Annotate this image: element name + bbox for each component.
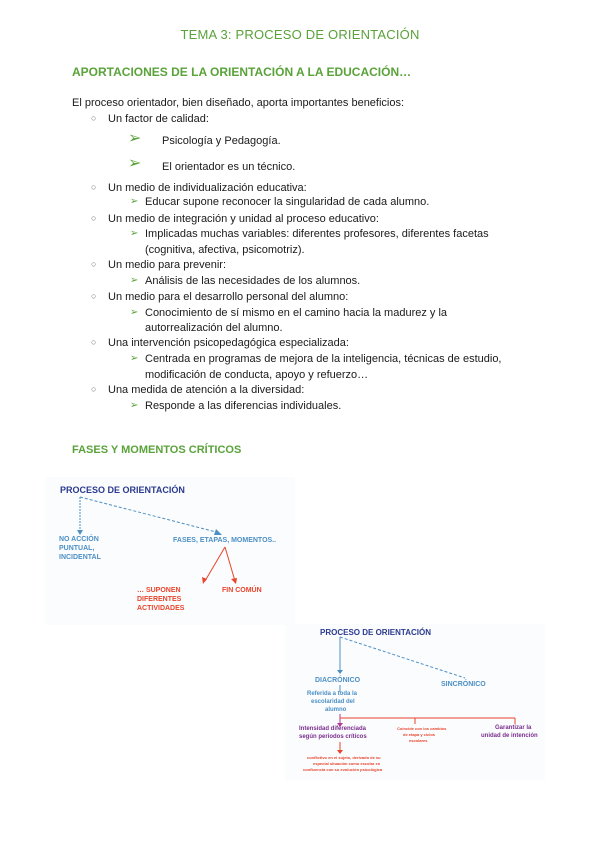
bullet-icon: ○ xyxy=(91,337,97,347)
list-item: Un medio de integración y unidad al proceso educativo: xyxy=(108,213,379,225)
node-coincide: escolares xyxy=(409,738,428,743)
node-no-accion: INCIDENTAL xyxy=(59,554,101,561)
arrow-icon: ➢ xyxy=(130,196,139,207)
node-fin-comun: FIN COMÚN xyxy=(222,587,262,594)
sub-item: Análisis de las necesidades de los alumnos. xyxy=(145,275,361,287)
node-referida: escolaridad del xyxy=(311,699,355,705)
node-sincronico: SINCRÓNICO xyxy=(441,681,486,688)
diagram-proceso-1 xyxy=(45,477,295,625)
bullet-icon: ○ xyxy=(91,291,97,301)
bullet-icon: ○ xyxy=(91,113,97,123)
sub-item-cont: (cognitiva, afectiva, psicomotriz). xyxy=(145,244,305,256)
node-intensidad: Intensidad diferenciada xyxy=(299,726,367,732)
diagram-proceso-2 xyxy=(285,624,545,780)
node-no-accion: NO ACCIÓN xyxy=(59,536,99,543)
list-item: Una medida de atención a la diversidad: xyxy=(108,384,305,396)
arrow-icon: ➢ xyxy=(130,228,139,239)
sub-item: Responde a las diferencias individuales. xyxy=(145,400,342,412)
node-conflictivo: especial situación como escolar en xyxy=(313,761,381,766)
sub-item: Educar supone reconocer la singularidad de cada alumno. xyxy=(145,196,430,208)
sub-item: Centrada en programas de mejora de la inteligencia, técnicas de estudio, xyxy=(145,353,502,365)
arrow-icon: ➢ xyxy=(128,155,142,172)
diagram-root: PROCESO DE ORIENTACIÓN xyxy=(60,485,185,495)
intro-text: El proceso orientador, bien diseñado, aporta importantes beneficios: xyxy=(72,97,405,109)
node-referida: Referida a toda la xyxy=(307,691,358,697)
arrow-icon: ➢ xyxy=(128,130,142,147)
node-referida: alumno xyxy=(325,707,347,713)
list-item: Un factor de calidad: xyxy=(108,113,209,125)
diagram-root: PROCESO DE ORIENTACIÓN xyxy=(320,628,431,637)
list-item: Un medio para el desarrollo personal del alumno: xyxy=(108,291,349,303)
section-heading-fases: FASES Y MOMENTOS CRÍTICOS xyxy=(72,444,242,456)
sub-item-cont: modificación de conducta, apoyo y refuerzo… xyxy=(145,369,369,381)
node-garantizar: Garantizar la xyxy=(495,725,532,731)
bullet-icon: ○ xyxy=(91,213,97,223)
list-item: Un medio para prevenir: xyxy=(108,259,227,271)
node-garantizar: unidad de intención xyxy=(481,733,538,739)
node-conflictivo: conflictivo en el sujeto, derivado de su xyxy=(307,755,381,760)
node-suponen: ACTIVIDADES xyxy=(137,605,185,612)
sub-item: Psicología y Pedagogía. xyxy=(162,135,281,147)
list-item: Un medio de individualización educativa: xyxy=(108,182,307,194)
sub-item: Implicadas muchas variables: diferentes profesores, diferentes facetas xyxy=(145,228,489,240)
bullet-icon: ○ xyxy=(91,182,97,192)
node-fases: FASES, ETAPAS, MOMENTOS.. xyxy=(173,537,277,544)
arrow-icon: ➢ xyxy=(130,400,139,411)
node-suponen: DIFERENTES xyxy=(137,596,182,603)
node-conflictivo: confluencia con su evolución psicológica xyxy=(303,767,383,772)
node-no-accion: PUNTUAL, xyxy=(59,545,95,552)
node-coincide: de etapa y ciclos xyxy=(403,732,436,737)
bullet-icon: ○ xyxy=(91,384,97,394)
bullet-icon: ○ xyxy=(91,259,97,269)
sub-item: El orientador es un técnico. xyxy=(162,161,296,173)
node-coincide: Coincide con los cambios xyxy=(397,726,447,731)
arrow-icon: ➢ xyxy=(130,275,139,286)
node-intensidad: según periodos críticos xyxy=(299,734,367,740)
sub-item-cont: autorrealización del alumno. xyxy=(145,322,283,334)
node-diacronico: DIACRÓNICO xyxy=(315,677,361,684)
page-title: TEMA 3: PROCESO DE ORIENTACIÓN xyxy=(180,27,420,42)
arrow-icon: ➢ xyxy=(130,307,139,318)
section-heading-aportaciones: APORTACIONES DE LA ORIENTACIÓN A LA EDUCACIÓN… xyxy=(72,65,412,79)
node-suponen: … SUPONEN xyxy=(137,587,181,594)
list-item: Una intervención psicopedagógica especializada: xyxy=(108,337,349,349)
sub-item: Conocimiento de sí mismo en el camino hacia la madurez y la xyxy=(145,307,448,319)
arrow-icon: ➢ xyxy=(130,353,139,364)
